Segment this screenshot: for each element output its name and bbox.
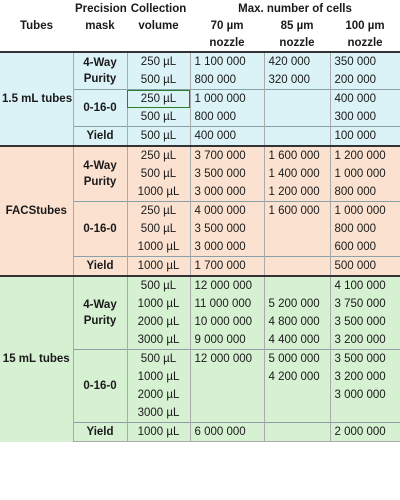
collection-volume-cell[interactable]: 1000 µL	[127, 257, 190, 277]
nozzle-70-cell[interactable]: 12 000 000	[190, 350, 264, 369]
nozzle-100-cell[interactable]: 350 000	[330, 52, 400, 71]
nozzle-70-cell[interactable]: 3 500 000	[190, 220, 264, 238]
nozzle-85-cell[interactable]: 1 600 000	[264, 146, 330, 165]
collection-volume-cell[interactable]: 250 µL	[127, 90, 190, 109]
header-max-cells: Max. number of cells	[190, 0, 400, 17]
nozzle-85-cell[interactable]: 5 000 000	[264, 350, 330, 369]
nozzle-70-cell[interactable]: 4 000 000	[190, 202, 264, 221]
tube-type-cell: 15 mL tubes	[0, 276, 73, 442]
collection-volume-cell[interactable]: 1000 µL	[127, 368, 190, 386]
precision-mask-cell	[73, 350, 127, 423]
nozzle-70-cell[interactable]: 9 000 000	[190, 331, 264, 350]
nozzle-70-cell[interactable]	[190, 368, 264, 386]
nozzle-85-cell[interactable]: 4 200 000	[264, 368, 330, 386]
precision-mask-name: Yield	[86, 130, 114, 142]
nozzle-100-cell[interactable]: 3 500 000	[330, 313, 400, 331]
nozzle-85-cell[interactable]	[264, 90, 330, 109]
nozzle-70-cell[interactable]: 1 700 000	[190, 257, 264, 277]
nozzle-100-cell[interactable]: 500 000	[330, 257, 400, 277]
collection-volume-cell[interactable]: 3000 µL	[127, 404, 190, 423]
nozzle-70-cell[interactable]: 6 000 000	[190, 423, 264, 442]
table-row	[0, 146, 400, 165]
nozzle-70-cell[interactable]: 10 000 000	[190, 313, 264, 331]
header-nozzle-85-line1: 85 µm	[264, 17, 330, 34]
header-nozzle-100-line1: 100 µm	[330, 17, 400, 34]
precision-mask-cell	[73, 127, 127, 147]
nozzle-100-cell[interactable]: 600 000	[330, 238, 400, 257]
table-body	[0, 52, 400, 442]
nozzle-70-cell[interactable]: 12 000 000	[190, 276, 264, 295]
nozzle-70-cell[interactable]: 3 000 000	[190, 238, 264, 257]
nozzle-100-cell[interactable]: 3 750 000	[330, 295, 400, 313]
header-spacer	[127, 34, 190, 52]
tube-type-cell: FACStubes	[0, 146, 73, 276]
nozzle-85-cell[interactable]: 420 000	[264, 52, 330, 71]
precision-mask-name-line2: Purity	[83, 176, 117, 188]
header-collection-volume-line1: Collection	[127, 0, 190, 17]
nozzle-100-cell[interactable]: 4 100 000	[330, 276, 400, 295]
collection-volume-cell[interactable]: 500 µL	[127, 108, 190, 127]
precision-mask-name-line2: Purity	[83, 73, 117, 85]
precision-mask-cell	[73, 90, 127, 127]
nozzle-85-cell[interactable]	[264, 423, 330, 442]
nozzle-100-cell[interactable]: 3 500 000	[330, 350, 400, 369]
precision-mask-name: Yield	[86, 426, 114, 438]
nozzle-100-cell[interactable]: 1 000 000	[330, 202, 400, 221]
header-precision-mask-line1: Precision	[73, 0, 127, 17]
precision-mask-name: Yield	[86, 260, 114, 272]
collection-volume-cell[interactable]: 2000 µL	[127, 313, 190, 331]
header-tubes: Tubes	[0, 17, 73, 34]
precision-mask-cell	[73, 52, 127, 90]
nozzle-70-cell[interactable]	[190, 404, 264, 423]
header-nozzle-85-line2: nozzle	[264, 34, 330, 52]
nozzle-100-cell[interactable]	[330, 404, 400, 423]
precision-mask-cell	[73, 276, 127, 350]
collection-volume-cell[interactable]: 500 µL	[127, 276, 190, 295]
header-precision-mask-line2: mask	[73, 17, 127, 34]
nozzle-85-cell[interactable]: 1 200 000	[264, 183, 330, 202]
nozzle-70-cell[interactable]: 800 000	[190, 71, 264, 90]
nozzle-100-cell[interactable]: 400 000	[330, 90, 400, 109]
precision-mask-name: 0-16-0	[83, 223, 117, 235]
nozzle-85-cell[interactable]: 4 800 000	[264, 313, 330, 331]
collection-volume-cell[interactable]: 500 µL	[127, 220, 190, 238]
header-spacer	[0, 34, 73, 52]
nozzle-70-cell[interactable]: 3 700 000	[190, 146, 264, 165]
nozzle-85-cell[interactable]: 1 600 000	[264, 202, 330, 221]
collection-volume-cell[interactable]: 3000 µL	[127, 331, 190, 350]
precision-mask-name: 0-16-0	[83, 102, 117, 114]
precision-mask-cell	[73, 202, 127, 257]
nozzle-70-cell[interactable]: 1 000 000	[190, 90, 264, 109]
nozzle-85-cell[interactable]: 320 000	[264, 71, 330, 90]
tube-type-cell: 1.5 mL tubes	[0, 52, 73, 146]
nozzle-85-cell[interactable]	[264, 108, 330, 127]
header-collection-volume-line2: volume	[127, 17, 190, 34]
precision-mask-cell	[73, 257, 127, 277]
nozzle-70-cell[interactable]: 1 100 000	[190, 52, 264, 71]
collection-volume-cell[interactable]: 250 µL	[127, 202, 190, 221]
nozzle-85-cell[interactable]	[264, 276, 330, 295]
nozzle-100-cell[interactable]: 200 000	[330, 71, 400, 90]
precision-mask-name-line2: Purity	[83, 315, 117, 327]
nozzle-70-cell[interactable]: 3 500 000	[190, 165, 264, 183]
collection-volume-cell[interactable]: 1000 µL	[127, 423, 190, 442]
nozzle-85-cell[interactable]: 4 400 000	[264, 331, 330, 350]
collection-volume-cell[interactable]: 1000 µL	[127, 238, 190, 257]
nozzle-100-cell[interactable]: 1 200 000	[330, 146, 400, 165]
nozzle-85-cell[interactable]	[264, 127, 330, 147]
collection-volume-cell[interactable]: 500 µL	[127, 71, 190, 90]
nozzle-100-cell[interactable]: 1 000 000	[330, 165, 400, 183]
header-spacer	[73, 34, 127, 52]
nozzle-85-cell[interactable]	[264, 257, 330, 277]
nozzle-70-cell[interactable]: 400 000	[190, 127, 264, 147]
nozzle-70-cell[interactable]: 11 000 000	[190, 295, 264, 313]
nozzle-100-cell[interactable]: 2 000 000	[330, 423, 400, 442]
nozzle-70-cell[interactable]: 3 000 000	[190, 183, 264, 202]
nozzle-85-cell[interactable]	[264, 386, 330, 404]
table-row	[0, 276, 400, 295]
header-nozzle-100-line2: nozzle	[330, 34, 400, 52]
header-blank	[0, 0, 73, 17]
nozzle-100-cell[interactable]: 3 000 000	[330, 386, 400, 404]
precision-mask-cell	[73, 423, 127, 442]
nozzle-100-cell[interactable]: 3 200 000	[330, 368, 400, 386]
header-nozzle-70-line2: nozzle	[190, 34, 264, 52]
nozzle-70-cell[interactable]	[190, 386, 264, 404]
precision-mask-name: 4-Way	[83, 299, 117, 311]
nozzle-85-cell[interactable]	[264, 404, 330, 423]
precision-mask-name: 0-16-0	[83, 380, 117, 392]
nozzle-100-cell[interactable]: 800 000	[330, 183, 400, 202]
nozzle-70-cell[interactable]: 800 000	[190, 108, 264, 127]
nozzle-100-cell[interactable]: 800 000	[330, 220, 400, 238]
collection-volume-cell[interactable]: 1000 µL	[127, 295, 190, 313]
collection-volume-cell[interactable]: 500 µL	[127, 127, 190, 147]
nozzle-100-cell[interactable]: 300 000	[330, 108, 400, 127]
nozzle-85-cell[interactable]: 5 200 000	[264, 295, 330, 313]
nozzle-85-cell[interactable]	[264, 238, 330, 257]
collection-volume-cell[interactable]: 1000 µL	[127, 183, 190, 202]
collection-volume-cell[interactable]: 500 µL	[127, 165, 190, 183]
nozzle-100-cell[interactable]: 100 000	[330, 127, 400, 147]
collection-volume-cell[interactable]: 250 µL	[127, 52, 190, 71]
precision-mask-name: 4-Way	[83, 160, 117, 172]
collection-volume-cell[interactable]: 250 µL	[127, 146, 190, 165]
collection-volume-cell[interactable]: 2000 µL	[127, 386, 190, 404]
table-row	[0, 52, 400, 71]
precision-mask-cell	[73, 146, 127, 202]
nozzle-85-cell[interactable]	[264, 220, 330, 238]
header-nozzle-70-line1: 70 µm	[190, 17, 264, 34]
nozzle-100-cell[interactable]: 3 200 000	[330, 331, 400, 350]
precision-mask-name: 4-Way	[83, 57, 117, 69]
nozzle-85-cell[interactable]: 1 400 000	[264, 165, 330, 183]
collection-volume-cell[interactable]: 500 µL	[127, 350, 190, 369]
